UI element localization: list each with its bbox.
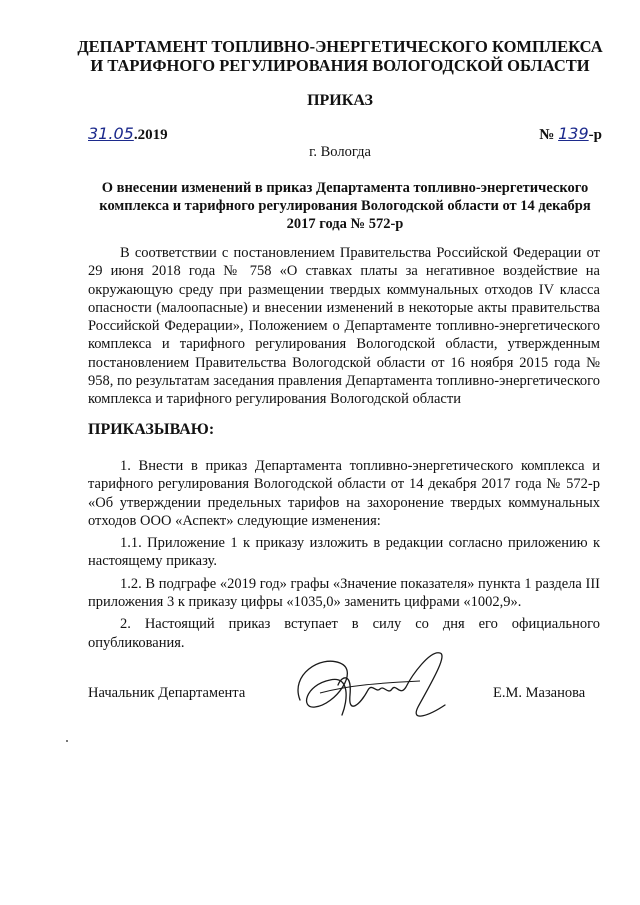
order-items <box>88 457 600 656</box>
department-header <box>60 37 620 75</box>
handwritten-signature <box>280 645 460 735</box>
doc-type-title: ПРИКАЗ <box>307 92 373 109</box>
number-handwritten: 139 <box>558 124 589 143</box>
department-line-2: И ТАРИФНОГО РЕГУЛИРОВАНИЯ ВОЛОГОДСКОЙ ОБЛАСТИ <box>90 56 590 75</box>
order-date <box>88 124 168 144</box>
number-prefix: № <box>539 127 555 143</box>
order-subject: О внесении изменений в приказ Департамента топливно-энергетического комплекса и тарифного регулирования Вологодской области от 14 декабря 2017 года № 572-р <box>99 180 591 232</box>
preamble-paragraph: В соответствии с постановлением Правительства Российской Федерации от 29 июня 2018 года № 758 «О ставках платы за негативное воздействие на окружающую среду при размещении твердых коммунальных отходов IV класса опасности (малоопасные) и внесении изменений в некоторые акты правительства Российской Федерации», Положением о Департаменте топливно-энергетического комплекса и тарифного регулирования Вологодской области, утвержденным постановлением Правительства Вологодской области от 16 ноября 2015 года № 958, по результатам заседания правления Департамента топливно-энергетического комплекса и тарифного регулирования Вологодской области <box>88 245 600 408</box>
city: г. Вологда <box>309 144 371 160</box>
order-item-1: 1. Внести в приказ Департамента топливно-энергетического комплекса и тарифного регулирования Вологодской области от 14 декабря 2017 года № 572-р «Об утверждении предельных тарифов на захоронение твердых коммунальных отходов ООО «Аспект» следующие изменения: <box>88 458 600 529</box>
date-year: .2019 <box>133 127 168 143</box>
number-suffix: -р <box>588 127 602 143</box>
date-handwritten: 31.05 <box>88 124 134 143</box>
order-number <box>539 124 602 144</box>
order-item-1-2: 1.2. В подграфе «2019 год» графы «Значение показателя» пункта 1 раздела III приложения 3 к приказу цифры «1035,0» заменить цифрами «1002,9». <box>88 575 600 611</box>
order-word: ПРИКАЗЫВАЮ: <box>88 421 215 438</box>
signer-name: Е.М. Мазанова <box>493 685 586 701</box>
order-item-1-1: 1.1. Приложение 1 к приказу изложить в редакции согласно приложению к настоящему приказу. <box>88 535 600 570</box>
order-item-2: 2. Настоящий приказ вступает в силу со дня его официального опубликования. <box>88 616 600 651</box>
signer-title: Начальник Департамента <box>88 685 246 701</box>
department-line-1: ДЕПАРТАМЕНТ ТОПЛИВНО-ЭНЕРГЕТИЧЕСКОГО КОМПЛЕКСА <box>77 37 603 56</box>
scan-speck <box>66 740 68 742</box>
